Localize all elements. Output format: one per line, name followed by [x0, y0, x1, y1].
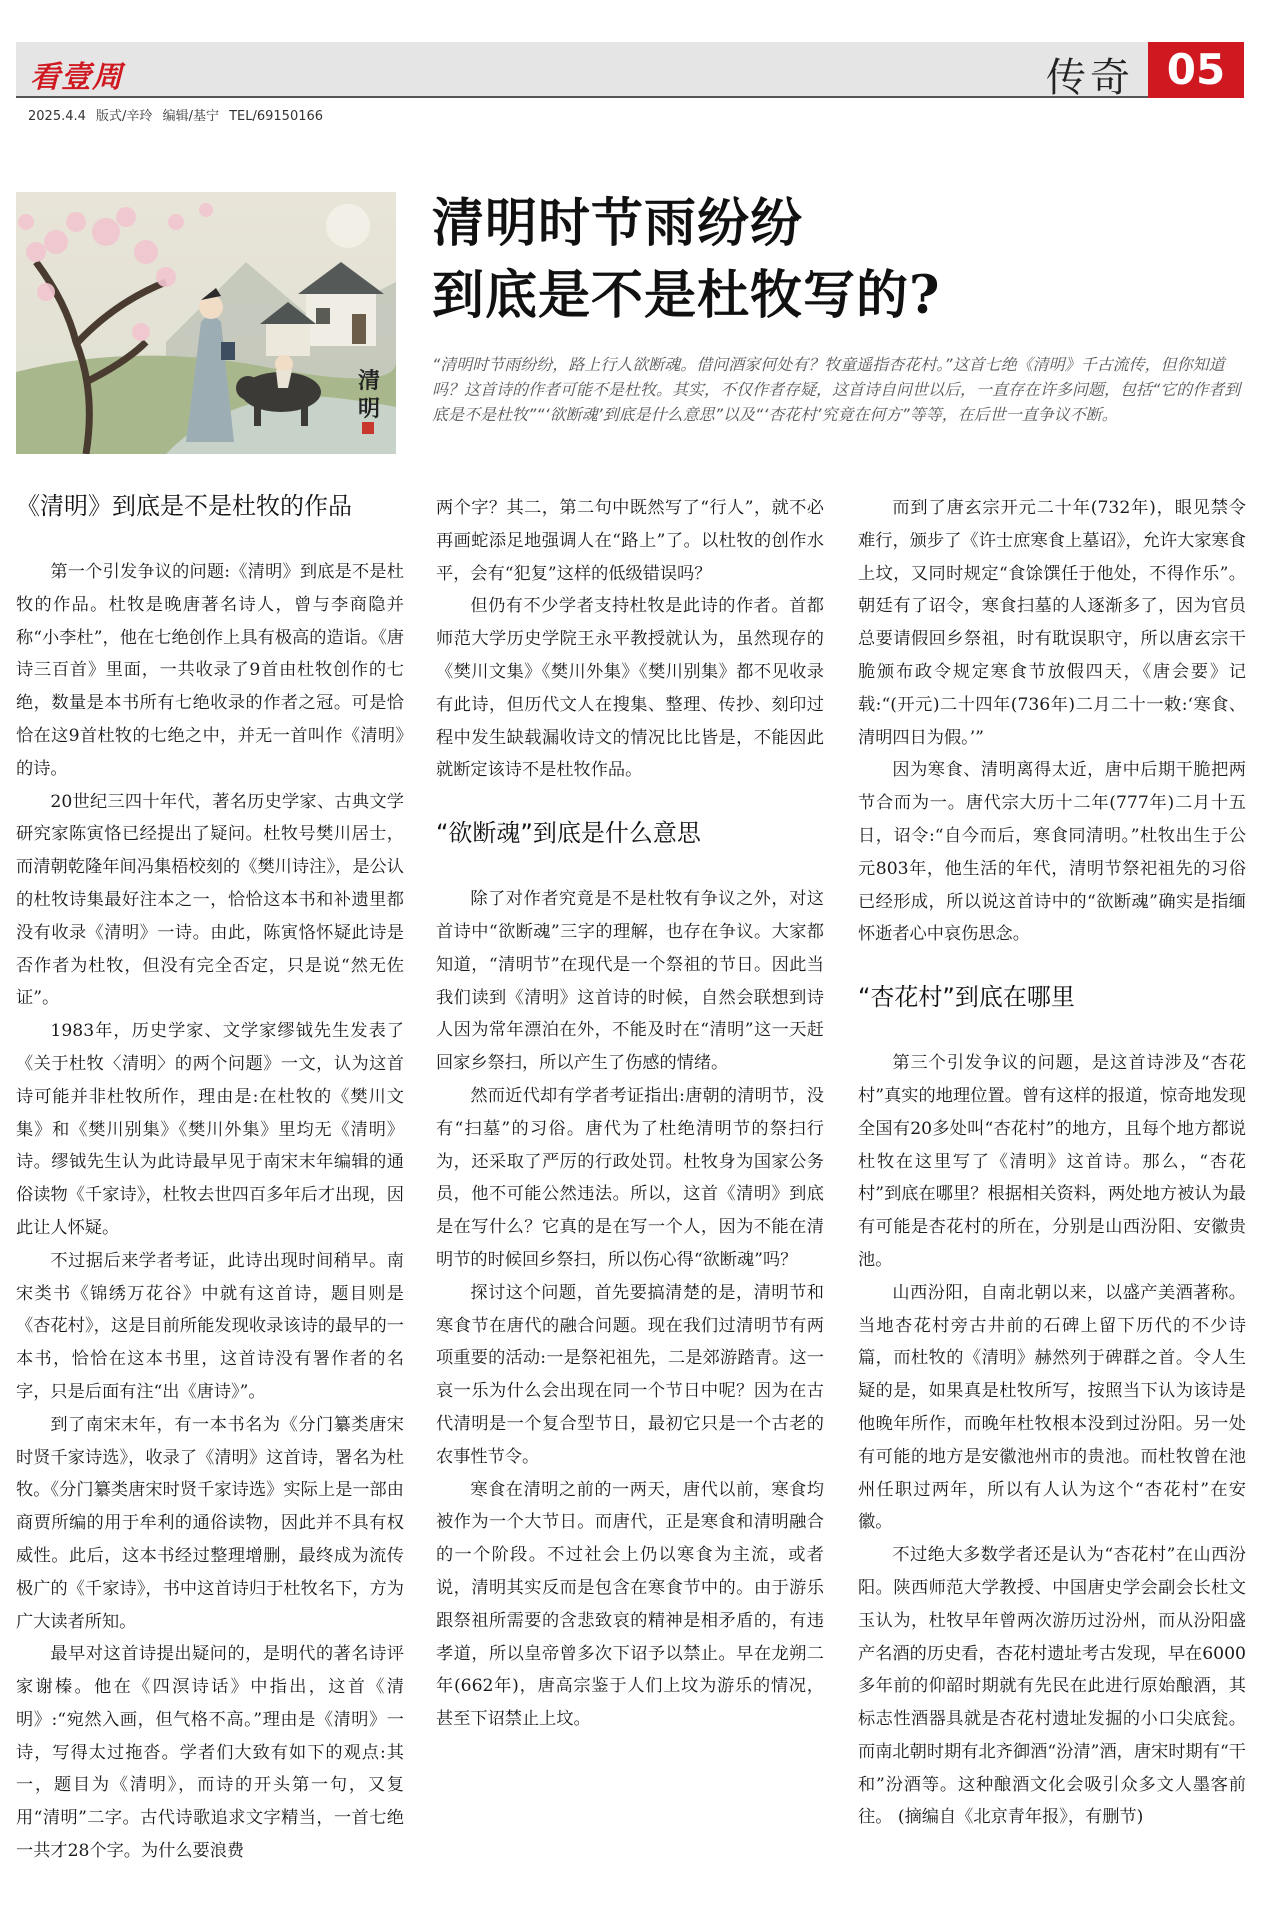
- illustration-caption-2: 明: [358, 396, 381, 422]
- paragraph: 但仍有不少学者支持杜牧是此诗的作者。首都师范大学历史学院王永平教授就认为，虽然现存的《樊川文集》《樊川外集》《樊川别集》都不见收录有此诗，但历代文人在搜集、整理、传抄、刻印过程中发生缺载漏收诗文的情况比比皆是，不能因此就断定该诗不是杜牧作品。: [436, 596, 824, 781]
- paragraph-continued: 两个字？其二，第二句中既然写了“行人”，就不必再画蛇添足地强调人在“路上”了。以杜牧的创作水平，会有“犯复”这样的低级错误吗？: [436, 498, 824, 584]
- paragraph: 20世纪三四十年代，著名历史学家、古典文学研究家陈寅恪已经提出了疑问。杜牧号樊川居士，而清朝乾隆年间冯集梧校刻的《樊川诗注》，是公认的杜牧诗集最好注本之一，恰恰这本书和补遗里都没有收录《清明》一诗。由此，陈寅恪怀疑此诗是否作者为杜牧，但没有完全否定，只是说“然无佐证”。: [16, 791, 404, 1009]
- newspaper-logo: 看壹周: [30, 60, 123, 95]
- headline-line-2: 到底是不是杜牧写的?: [432, 265, 941, 326]
- issue-meta: [28, 105, 323, 124]
- paragraph: 探讨这个问题，首先要搞清楚的是，清明节和寒食节在唐代的融合问题。现在我们过清明节有两项重要的活动:一是祭祀祖先，二是郊游踏青。这一哀一乐为什么会出现在同一个节日中呢？因为在古代清明是一个复合型节日，最初它只是一个古老的农事性节令。: [436, 1282, 824, 1467]
- paragraph: 到了南宋末年，有一本书名为《分门纂类唐宋时贤千家诗选》，收录了《清明》这首诗，署名为杜牧。《分门纂类唐宋时贤千家诗选》实际上是一部由商贾所编的用于牟利的通俗读物，因此并不具有权威性。此后，这本书经过整理增删，最终成为流传极广的《千家诗》，书中这首诗归于杜牧名下，方为广大读者所知。: [16, 1414, 404, 1632]
- issue-date: 2025.4.4: [28, 109, 86, 124]
- phone-number: TEL/69150166: [229, 109, 324, 124]
- paragraph: 然而近代却有学者考证指出:唐朝的清明节，没有“扫墓”的习俗。唐代为了杜绝清明节的祭扫行为，还采取了严厉的行政处罚。杜牧身为国家公务员，他不可能公然违法。所以，这首《清明》到底是在写什么？它真的是在写一个人，因为不能在清明节的时候回乡祭扫，所以伤心得“欲断魂”吗？: [436, 1085, 824, 1270]
- section-heading-author: 《清明》到底是不是杜牧的作品: [16, 492, 352, 520]
- paragraph: 不过据后来学者考证，此诗出现时间稍早。南宋类书《锦绣万花谷》中就有这首诗，题目则是《杏花村》，这是目前所能发现收录该诗的最早的一本书，恰恰在这本书里，这首诗没有署作者的名字，只是后面有注“出《唐诗》”。: [16, 1250, 404, 1402]
- layout-credit: 版式/辛玲: [96, 109, 153, 124]
- section-heading-duanhun: “欲断魂”到底是什么意思: [436, 819, 701, 848]
- masthead: [16, 42, 1244, 101]
- paragraph: 1983年，历史学家、文学家缪钺先生发表了《关于杜牧〈清明〉的两个问题》一文，认为这首诗可能并非杜牧所作，理由是:在杜牧的《樊川文集》和《樊川别集》《樊川外集》里均无《清明》诗。缪钺先生认为此诗最早见于南宋末年编辑的通俗读物《千家诗》，杜牧去世四百多年后才出现，因此让人怀疑。: [16, 1021, 404, 1238]
- column-2: [436, 492, 824, 1736]
- article-lede: “清明时节雨纷纷，路上行人欲断魂。借问酒家何处有？牧童遥指杏花村。”这首七绝《清明》千古流传，但你知道吗？这首诗的作者可能不是杜牧。其实，不仅作者存疑，这首诗自问世以后，一直存在许多问题，包括“它的作者到底是不是杜牧”“‘欲断魂’到底是什么意思”以及“‘杏花村’究竟在何方”等等，在后世一直争议不断。: [432, 355, 1241, 424]
- column-1: [16, 490, 404, 1868]
- paragraph: 寒食在清明之前的一两天，唐代以前，寒食均被作为一个大节日。而唐代，正是寒食和清明融合的一个阶段。不过社会上仍以寒食为主流，或者说，清明其实反而是包含在寒食节中的。由于游乐跟祭祖所需要的含悲致哀的精神是相矛盾的，有违孝道，所以皇帝曾多次下诏予以禁止。早在龙朔二年(662年)，唐高宗鉴于人们上坟为游乐的情况，甚至下诏禁止上坟。: [436, 1479, 824, 1730]
- editor-credit: 编辑/基宁: [162, 109, 219, 124]
- article-headline: [432, 188, 1232, 332]
- paragraph-text: 不过绝大多数学者还是认为“杏花村”在山西汾阳。陕西师范大学教授、中国唐史学会副会长杜文玉认为，杜牧早年曾两次游历过汾州，而从汾阳盛产名酒的历史看，杏花村遗址考古发现，早在6000多年前的仰韶时期就有先民在此进行原始酿酒，其标志性酒器具就是杏花村遗址发掘的小口尖底瓮。而南北朝时期有北齐御酒“汾清”酒，唐宋时期有“干和”汾酒等。这种酿酒文化会吸引众多文人墨客前往。: [858, 1545, 1246, 1828]
- paragraph: 最早对这首诗提出疑问的，是明代的著名诗评家谢榛。他在《四溟诗话》中指出，这首《清明》:“宛然入画，但气格不高。”理由是《清明》一诗，写得太过拖沓。学者们大致有如下的观点:其一，题目为《清明》，而诗的开头第一句，又复用“清明”二字。古代诗歌追求文字精当，一首七绝一共才28个字。为什么要浪费: [16, 1644, 404, 1862]
- paragraph: 第一个引发争议的问题:《清明》到底是不是杜牧的作品。杜牧是晚唐著名诗人，曾与李商隐并称“小李杜”，他在七绝创作上具有极高的造诣。《唐诗三百首》里面，一共收录了9首由杜牧创作的七绝，数量是本书所有七绝收录的作者之冠。可是恰恰在这9首杜牧的七绝之中，并无一首叫作《清明》的诗。: [16, 562, 404, 779]
- paragraph: 因为寒食、清明离得太近，唐中后期干脆把两节合而为一。唐代宗大历十二年(777年)二月十五日，诏令:“自今而后，寒食同清明。”杜牧出生于公元803年，他生活的年代，清明节祭祀祖先的习俗已经形成，所以说这首诗中的“欲断魂”确实是指缅怀逝者心中哀伤思念。: [858, 760, 1246, 945]
- paragraph: 而到了唐玄宗开元二十年(732年)，眼见禁令难行，颁步了《许士庶寒食上墓诏》，允许大家寒食上坟，又同时规定“食馀馔任于他处，不得作乐”。朝廷有了诏令，寒食扫墓的人逐渐多了，因为官员总要请假回乡祭祖，时有耽误职守，所以唐玄宗干脆颁布政令规定寒食节放假四天，《唐会要》记载:“(开元)二十四年(736年)二月二十一敕:‘寒食、清明四日为假。’”: [858, 498, 1246, 748]
- paragraph: 除了对作者究竟是不是杜牧有争议之外，对这首诗中“欲断魂”三字的理解，也存在争议。大家都知道，“清明节”在现代是一个祭祖的节日。因此当我们读到《清明》这首诗的时候，自然会联想到诗人因为常年漂泊在外，不能及时在“清明”这一天赶回家乡祭扫，所以产生了伤感的情绪。: [436, 889, 824, 1074]
- paragraph: [858, 1539, 1246, 1834]
- section-name: 传奇: [1046, 55, 1134, 101]
- qingming-illustration: [16, 192, 396, 454]
- paragraph: 第三个引发争议的问题，是这首诗涉及“杏花村”真实的地理位置。曾有这样的报道，惊奇地发现全国有20多处叫“杏花村”的地方，且每个地方都说杜牧在这里写了《清明》这首诗。那么，“杏花村”到底在哪里？根据相关资料，两处地方被认为最有可能是杏花村的所在，分别是山西汾阳、安徽贵池。: [858, 1053, 1246, 1270]
- section-heading-xinghuacun: “杏花村”到底在哪里: [858, 983, 1075, 1012]
- paragraph: 山西汾阳，自南北朝以来，以盛产美酒著称。当地杏花村旁古井前的石碑上留下历代的不少诗篇，而杜牧的《清明》赫然列于碑群之首。令人生疑的是，如果真是杜牧所写，按照当下认为该诗是他晚年所作，而晚年杜牧根本没到过汾阳。另一处有可能的地方是安徽池州市的贵池。而杜牧曾在池州任职过两年，所以有人认为这个“杏花村”在安徽。: [858, 1282, 1246, 1533]
- source-credit: (摘编自《北京青年报》，有删节): [897, 1807, 1144, 1828]
- headline-line-1: 清明时节雨纷纷: [432, 193, 804, 254]
- column-3: [858, 492, 1246, 1834]
- illustration-caption-1: 清: [358, 368, 381, 394]
- page-number: 05: [1148, 42, 1244, 98]
